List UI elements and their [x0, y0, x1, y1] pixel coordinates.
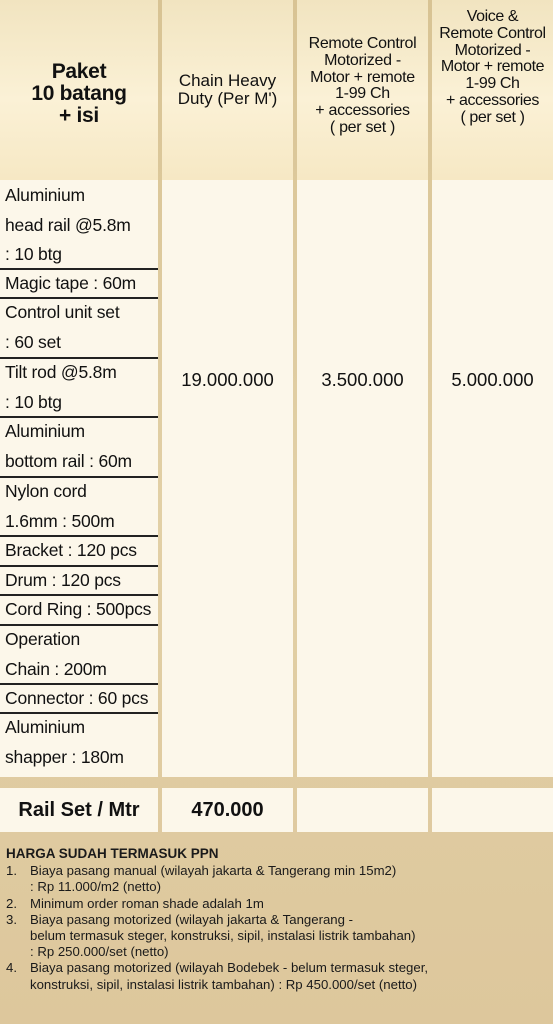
header-package-label: Paket 10 batang + isi: [31, 59, 127, 128]
rail-set-price: 470.000: [162, 788, 293, 832]
notes-section: [6, 846, 551, 993]
price-remote-control-motorized: 3.500.000: [321, 369, 404, 390]
note-number: 3.: [6, 911, 17, 927]
note-text: Minimum order roman shade adalah 1m: [30, 895, 264, 911]
package-item-operation-chain: Operation Chain : 200m: [5, 629, 107, 679]
rail-set-label: Rail Set / Mtr: [0, 788, 158, 832]
note-item: [6, 896, 551, 912]
header-package: [0, 0, 158, 180]
note-text: Biaya pasang motorized (wilayah Bodebek - belum termasuk steger, konstruksi, sipil, instalasi listrik tambahan) : Rp 450.000/set (netto): [30, 960, 429, 992]
header-chain-heavy-duty: [162, 0, 293, 180]
header-remote-control-motorized: [297, 0, 428, 180]
note-item: [6, 863, 551, 895]
note-text: Biaya pasang motorized (wilayah jakarta & Tangerang - belum termasuk steger, konstruksi, sipil, instalasi listrik tambahan) : Rp 250.000/set (netto): [30, 911, 416, 960]
header-remote-control-motorized-label: Remote Control Motorized - Motor + remote 1-99 Ch + accessories ( per set ): [308, 35, 417, 136]
rail-set-empty-cell: [432, 788, 553, 832]
package-item-magic-tape: Magic tape : 60m: [5, 273, 137, 293]
price-voice-remote-motorized: 5.000.000: [451, 369, 534, 390]
note-number: 2.: [6, 895, 17, 911]
note-item: [6, 912, 551, 961]
package-item-tilt-rod: Tilt rod @5.8m : 10 btg: [5, 362, 117, 412]
note-item: [6, 960, 551, 992]
package-item-drum: Drum : 120 pcs: [5, 570, 121, 590]
package-item-head-rail: Aluminium head rail @5.8m : 10 btg: [5, 185, 131, 264]
package-item-connector: Connector : 60 pcs: [5, 688, 149, 708]
note-text: Biaya pasang manual (wilayah jakarta & Tangerang min 15m2) : Rp 11.000/m2 (netto): [30, 863, 397, 895]
package-item-bottom-rail: Aluminium bottom rail : 60m: [5, 421, 132, 471]
note-number: 1.: [6, 863, 17, 879]
header-voice-remote-motorized-label: Voice & Remote Control Motorized - Motor + remote 1-99 Ch + accessories ( per set ): [439, 8, 546, 126]
package-item-nylon-cord: Nylon cord 1.6mm : 500m: [5, 481, 115, 531]
header-chain-heavy-duty-label: Chain Heavy Duty (Per M'): [177, 71, 278, 108]
note-number: 4.: [6, 960, 17, 976]
rail-set-empty-cell: [297, 788, 428, 832]
package-item-control-unit: Control unit set : 60 set: [5, 302, 120, 352]
package-item-shapper: Aluminium shapper : 180m: [5, 717, 124, 767]
header-voice-remote-motorized: [432, 0, 553, 180]
package-item-cord-ring: Cord Ring : 500pcs: [5, 599, 152, 619]
notes-title: HARGA SUDAH TERMASUK PPN: [6, 846, 219, 861]
package-item-bracket: Bracket : 120 pcs: [5, 540, 137, 560]
price-chain-heavy-duty: 19.000.000: [181, 369, 274, 390]
